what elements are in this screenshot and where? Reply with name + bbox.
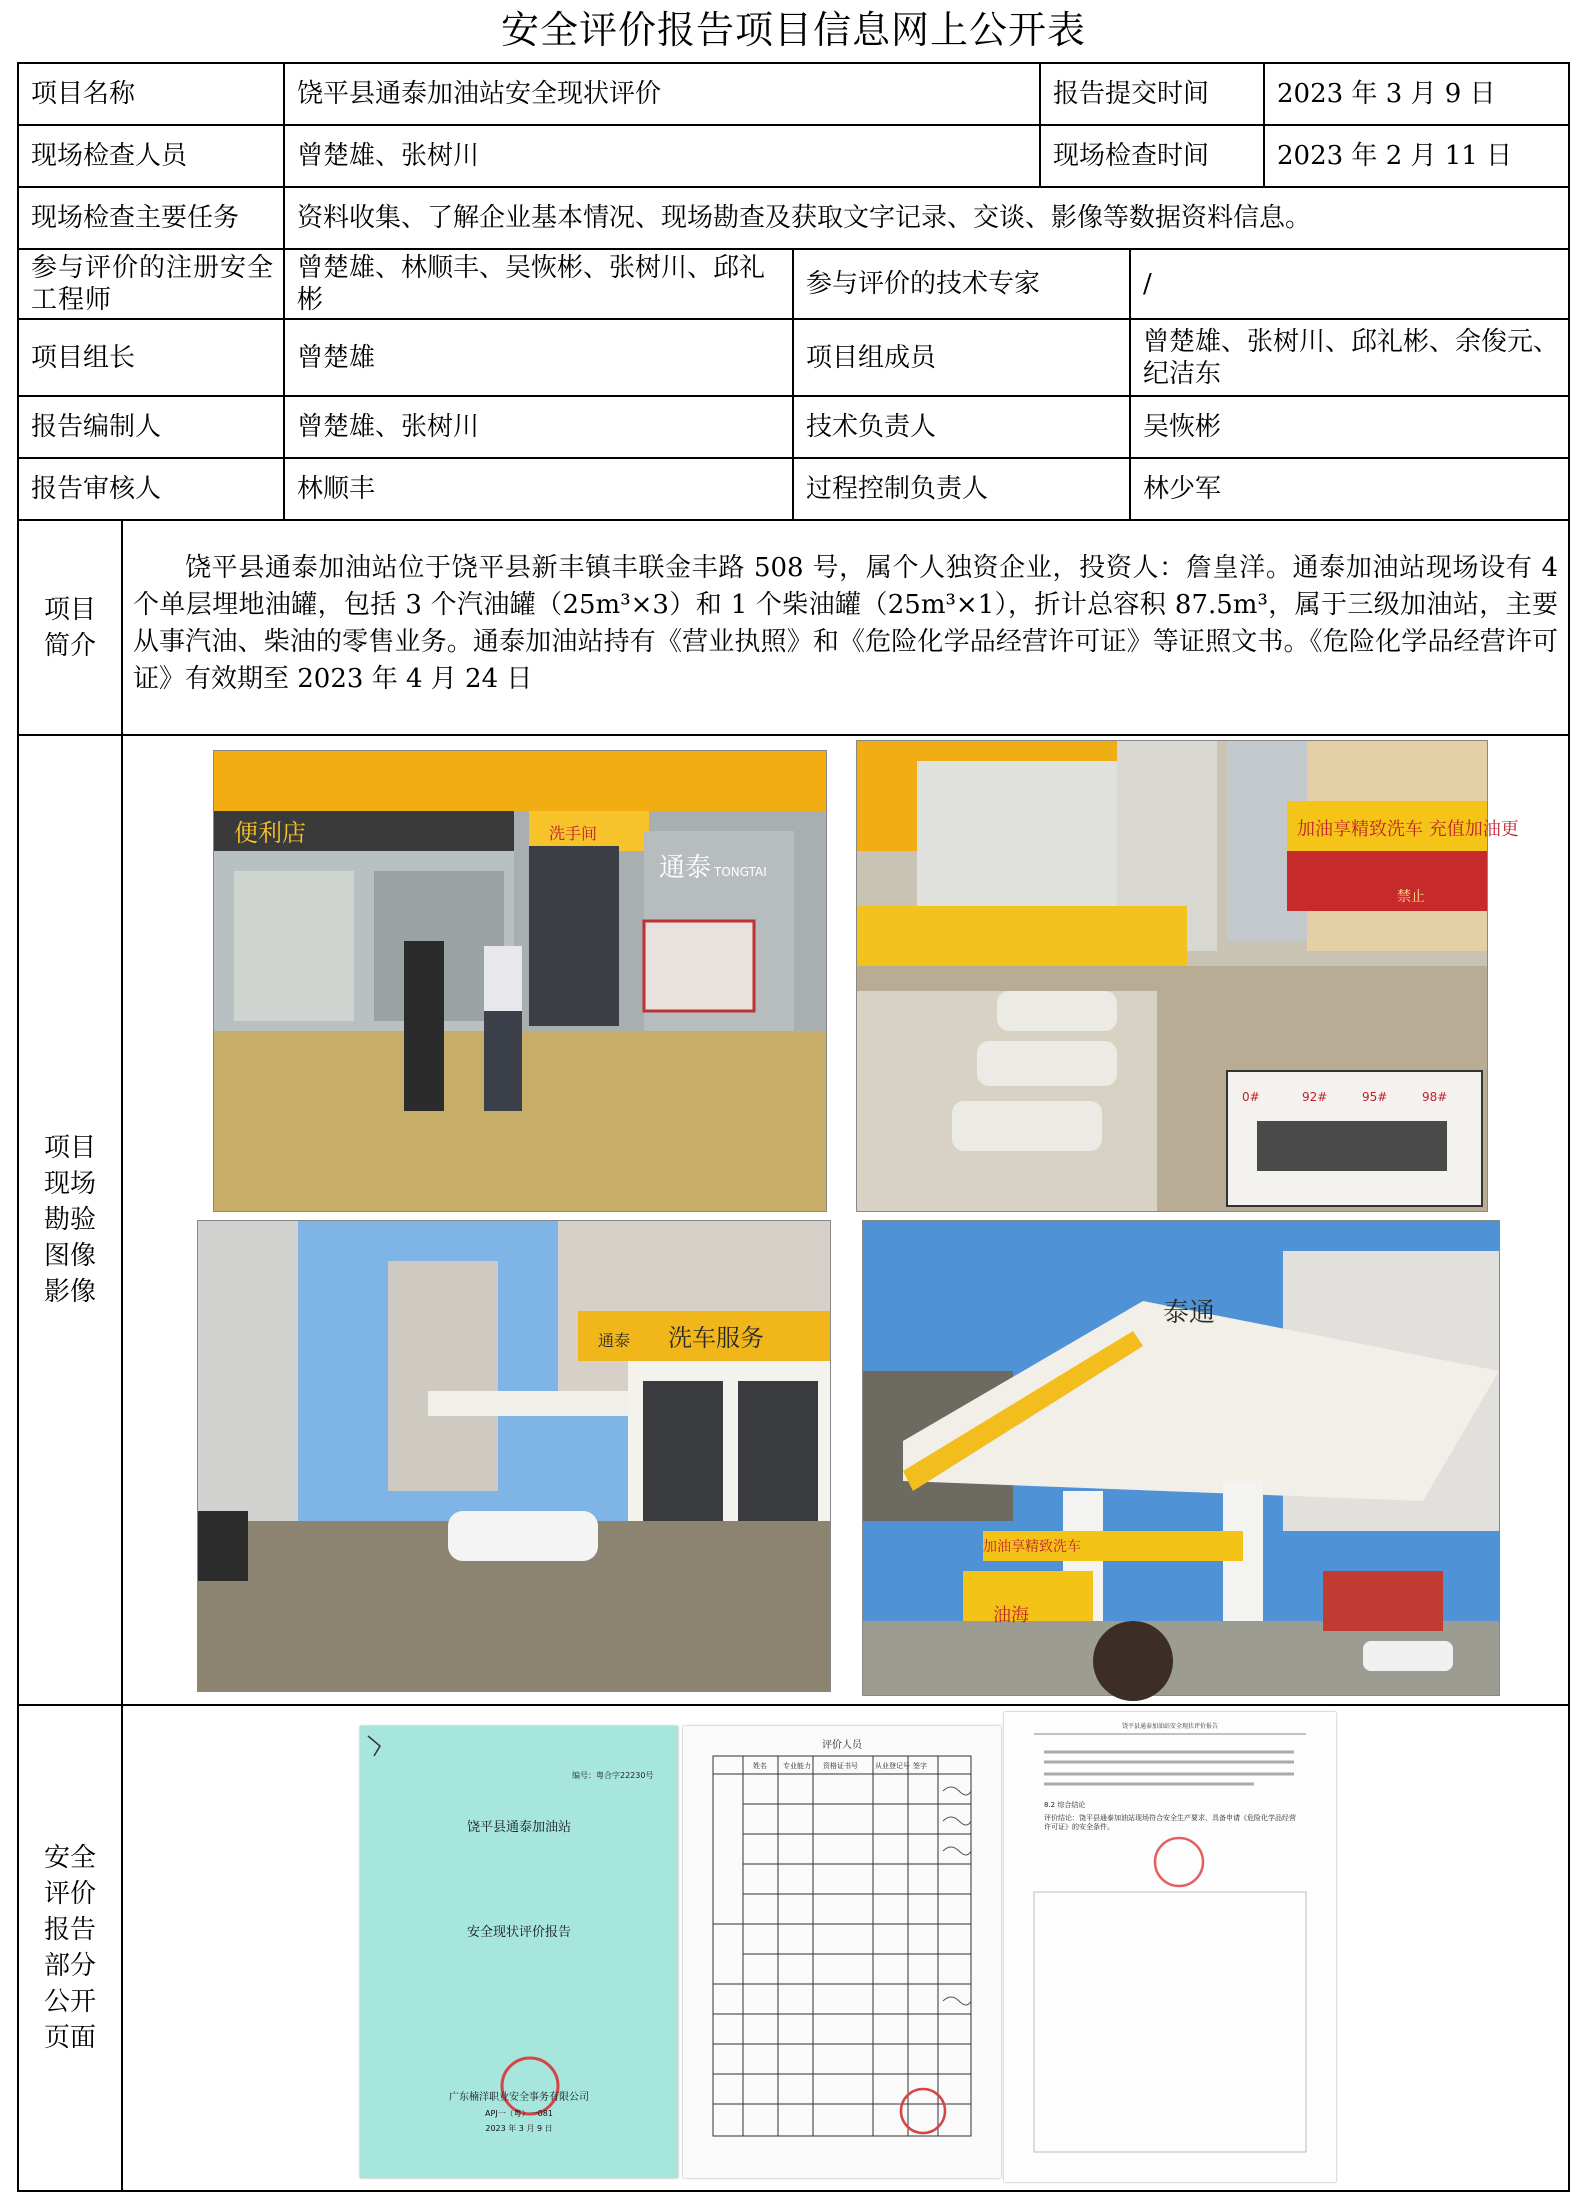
photo-text-wash-sign: 洗车服务 — [668, 1324, 764, 1352]
cover-corner: 编号：粤合字22230号 — [572, 1771, 654, 1780]
project-name-value: 饶平县通泰加油站安全现状评价 — [297, 79, 662, 109]
project-name-label: 项目名称 — [31, 79, 136, 109]
engineers-value: 曾楚雄、林顺丰、吴恢彬、张树川、邱礼彬 — [297, 253, 766, 315]
conclusion-text: 评价结论：饶平县通泰加油站现场符合安全生产要求，具备申请《危险化学品经营许可证》的安全条件。 — [1044, 1814, 1296, 1831]
photo-text-canopy-bottom: 油海 — [993, 1605, 1029, 1626]
photo-tank-label-1: 92# — [1302, 1090, 1328, 1104]
photo-text-banner: 加油享精致洗车 充值加油更 — [1297, 819, 1519, 840]
site-photo-store-front — [213, 750, 827, 1212]
cover-company: 饶平县通泰加油站 — [466, 1820, 572, 1835]
reviewer-label: 报告审核人 — [31, 474, 162, 504]
intro-label: 项目简介 — [43, 594, 96, 661]
photo-text-canopy-sign: 泰通 — [1163, 1298, 1216, 1328]
reviewer-value: 林顺丰 — [297, 474, 376, 504]
site-photo-canopy — [862, 1220, 1500, 1696]
photo-text-wash: 洗手间 — [549, 824, 598, 843]
report-signature-page — [683, 1726, 1001, 2178]
sign-heading: 评价人员 — [822, 1740, 862, 1751]
engineers-label: 参与评价的注册安全工程师 — [31, 253, 275, 315]
photo-text-brand-en: TONGTAI — [714, 865, 767, 879]
main-task-value: 资料收集、了解企业基本情况、现场勘查及获取文字记录、交谈、影像等数据资料信息。 — [297, 203, 1312, 233]
cover-code: APJ一（粤）一081 — [485, 2109, 553, 2118]
photo-text-brand: 通泰 — [659, 853, 712, 883]
cover-title: 安全现状评价报告 — [466, 1925, 572, 1940]
experts-value: / — [1143, 269, 1152, 299]
site-photo-car-wash — [197, 1220, 831, 1692]
photo-text-brand-3: 通泰 — [598, 1331, 631, 1350]
sign-col-0: 姓名 — [753, 1762, 767, 1770]
sign-col-2: 资格证书号 — [823, 1762, 858, 1770]
tech-lead-label: 技术负责人 — [806, 412, 937, 442]
conclusion-section: 8.2 综合结论 — [1044, 1801, 1086, 1809]
inspect-time-value: 2023 年 2 月 11 日 — [1277, 141, 1513, 171]
photos-label: 项目现场勘验图像影像 — [43, 1133, 96, 1307]
photo-text-canopy-banner: 加油享精致洗车 — [983, 1539, 1081, 1555]
inspectors-label: 现场检查人员 — [31, 141, 188, 171]
inspect-time-label: 现场检查时间 — [1053, 141, 1210, 171]
cover-org: 广东楠洋职业安全事务有限公司 — [449, 2092, 589, 2103]
sign-col-4: 签字 — [913, 1762, 927, 1770]
photo-text-shop: 便利店 — [234, 819, 306, 847]
inspectors-value: 曾楚雄、张树川 — [297, 141, 480, 171]
submit-time-value: 2023 年 3 月 9 日 — [1277, 79, 1496, 109]
leader-value: 曾楚雄 — [297, 342, 376, 373]
members-value: 曾楚雄、张树川、邱礼彬、余俊元、纪洁东 — [1143, 326, 1560, 389]
compiler-label: 报告编制人 — [31, 412, 162, 442]
cover-date: 2023 年 3 月 9 日 — [485, 2124, 553, 2133]
members-label: 项目组成员 — [806, 342, 937, 373]
main-task-label: 现场检查主要任务 — [31, 203, 240, 233]
site-photo-tank-area — [856, 740, 1519, 1212]
process-lead-value: 林少军 — [1143, 474, 1222, 504]
submit-time-label: 报告提交时间 — [1053, 79, 1210, 109]
sign-col-1: 专业能力 — [783, 1762, 811, 1770]
photo-text-banner2: 禁止 — [1397, 889, 1425, 905]
compiler-value: 曾楚雄、张树川 — [297, 412, 480, 442]
photo-tank-label-0: 0# — [1242, 1090, 1260, 1104]
experts-label: 参与评价的技术专家 — [806, 269, 1041, 299]
photo-tank-label-3: 98# — [1422, 1090, 1448, 1104]
report-label: 安全评价报告部分公开页面 — [43, 1843, 96, 2053]
sign-col-3: 从业登记号 — [875, 1762, 910, 1770]
intro-text: 饶平县通泰加油站位于饶平县新丰镇丰联金丰路 508 号，属个人独资企业，投资人：詹皇洋。通泰加油站现场设有 4 个单层埋地油罐，包括 3 个汽油罐（25m³×3）和 1 个柴油罐（25m³×1），折计总容积 87.5m³，属于三级加油站，主要从事汽油、柴油的零售业务。通泰加油站持有《营业执照》和《危险化学品经营许可证》等证照文书。《危险化学品经营许可证》有效期至 2023 年 4 月 24 日 — [133, 553, 1558, 694]
conclusion-header: 饶平县通泰加油站安全现状评价报告 — [1121, 1723, 1219, 1730]
report-cover-page — [360, 1726, 678, 2178]
report-conclusion-page — [1004, 1712, 1336, 2182]
page-title: 安全评价报告项目信息网上公开表 — [500, 8, 1086, 52]
process-lead-label: 过程控制负责人 — [806, 474, 989, 504]
tech-lead-value: 吴恢彬 — [1143, 412, 1222, 442]
photo-tank-label-2: 95# — [1362, 1090, 1388, 1104]
leader-label: 项目组长 — [31, 342, 136, 373]
